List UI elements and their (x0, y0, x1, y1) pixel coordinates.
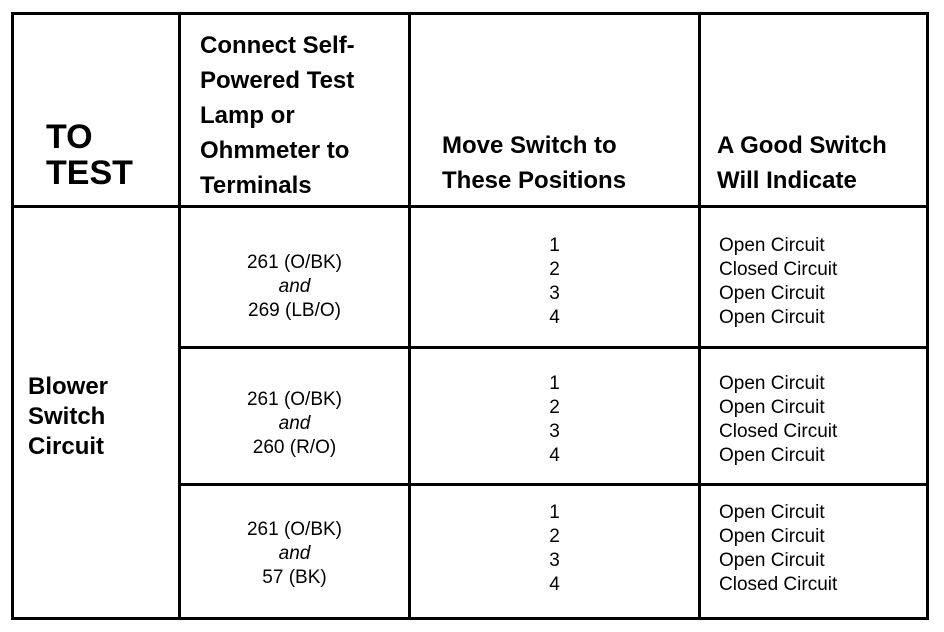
indication-cell (719, 501, 837, 597)
terminal-conjunction: and (278, 543, 311, 564)
terminal-a: 261 (O/BK) (246, 389, 343, 410)
indication-cell (719, 234, 837, 330)
header-connect-line: Lamp or (200, 102, 295, 129)
position-value: 3 (549, 550, 560, 571)
indication-cell (719, 372, 837, 468)
terminal-a: 261 (O/BK) (246, 252, 343, 273)
indication-value: Closed Circuit (719, 421, 838, 442)
header-move-line: These Positions (442, 167, 627, 194)
position-value: 4 (549, 307, 560, 328)
header-divider (14, 205, 926, 208)
row-label-line: Circuit (28, 433, 105, 460)
position-value: 1 (549, 235, 560, 256)
terminal-b: 57 (BK) (262, 567, 327, 588)
switch-test-table (11, 12, 929, 620)
header-to-test-line: TO (46, 118, 93, 156)
position-value: 2 (549, 526, 560, 547)
positions-cell (411, 501, 698, 597)
indication-value: Open Circuit (719, 397, 825, 418)
header-connect (200, 28, 355, 203)
terminal-b: 269 (LB/O) (248, 300, 341, 321)
terminal-b: 260 (R/O) (252, 437, 337, 458)
header-good-switch (717, 128, 887, 198)
header-good-line: A Good Switch (717, 132, 887, 159)
row-label-line: Switch (28, 403, 106, 430)
indication-value: Open Circuit (719, 526, 825, 547)
row-label-line: Blower (28, 373, 109, 400)
position-value: 3 (549, 421, 560, 442)
header-connect-line: Terminals (200, 172, 312, 199)
positions-cell (411, 234, 698, 330)
indication-value: Closed Circuit (719, 259, 838, 280)
terminals-cell (181, 388, 408, 460)
indication-value: Open Circuit (719, 235, 825, 256)
terminals-cell (181, 518, 408, 590)
header-move-line: Move Switch to (442, 132, 617, 159)
position-value: 2 (549, 259, 560, 280)
position-value: 1 (549, 502, 560, 523)
position-value: 4 (549, 445, 560, 466)
indication-value: Open Circuit (719, 445, 825, 466)
indication-value: Open Circuit (719, 502, 825, 523)
row-divider (178, 346, 926, 349)
header-connect-line: Connect Self- (200, 32, 355, 59)
header-move-switch (442, 128, 626, 198)
header-good-line: Will Indicate (717, 167, 857, 194)
position-value: 4 (549, 574, 560, 595)
column-divider (698, 15, 701, 617)
indication-value: Open Circuit (719, 283, 825, 304)
indication-value: Closed Circuit (719, 574, 838, 595)
header-to-test-line: TEST (46, 154, 133, 192)
position-value: 2 (549, 397, 560, 418)
indication-value: Open Circuit (719, 550, 825, 571)
positions-cell (411, 372, 698, 468)
position-value: 1 (549, 373, 560, 394)
row-label-blower-switch-circuit (28, 372, 108, 462)
terminals-cell (181, 251, 408, 323)
row-divider (178, 483, 926, 486)
terminal-conjunction: and (278, 276, 311, 297)
terminal-conjunction: and (278, 413, 311, 434)
terminal-a: 261 (O/BK) (246, 519, 343, 540)
header-connect-line: Ohmmeter to (200, 137, 350, 164)
indication-value: Open Circuit (719, 307, 825, 328)
position-value: 3 (549, 283, 560, 304)
indication-value: Open Circuit (719, 373, 825, 394)
header-to-test (46, 119, 133, 191)
header-connect-line: Powered Test (200, 67, 355, 94)
